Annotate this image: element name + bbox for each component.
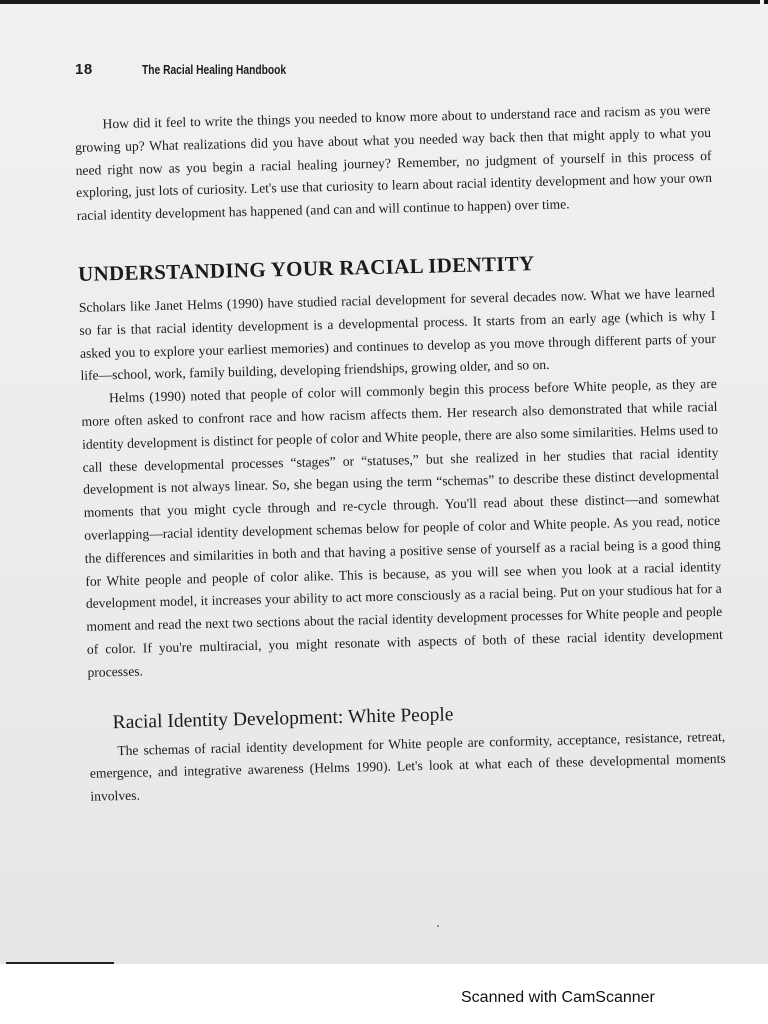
paper-speck — [437, 925, 439, 927]
scan-corner-mark — [764, 0, 768, 4]
page-header — [75, 61, 715, 83]
intro-paragraph: How did it feel to write the things you needed to know more about to understand race and racism as you were growing up? What realizations did you have about what you needed way back then that might apply to what you need right now as you begin a racial healing journey? Remember, no judgment of yourself in this process of exploring, just lots of curiosity. Let's use that curiosity to learn about racial identity development and how your own racial identity development has happened (and can and will continue to happen) over time. — [74, 102, 713, 224]
page-number: 18 — [75, 61, 93, 78]
page-body — [74, 85, 727, 809]
body-paragraph: Scholars like Janet Helms (1990) have studied racial development for several decades now. What we have learned so far is that racial identity development is a developmental process. It starts from an early age (which is why I asked you to explore your earliest memories) and continues to develop as you move through different parts of your life—school, work, family building, developing friendships, growing older, and so on. — [78, 284, 716, 384]
scan-edge-line — [0, 0, 760, 4]
subsection-heading: Racial Identity Development: White People — [112, 703, 454, 733]
running-title: The Racial Healing Handbook — [142, 63, 287, 77]
section-heading: UNDERSTANDING YOUR RACIAL IDENTITY — [77, 251, 535, 286]
subsection-paragraph: The schemas of racial identity development for White people are conformity, acceptance, resistance, retreat, emergence, and integrative awareness (Helms 1990). Let's look at what each of these developmental moments involves. — [89, 728, 726, 804]
body-paragraph: Helms (1990) noted that people of color will commonly begin this process before White people, as they are more often asked to confront race and how racism affects them. Her research also demonstrated that while racial identity development is distinct for people of color and White people, there are also some similarities. Helms used to call these developmental processes “stages” or “statuses,” but she realized in her studies that racial identity development is not always linear. So, she began using the term “schemas” to describe these distinct developmental moments that you might cycle through and re-cycle through. You'll read about these distinct—and somewhat overlapping—racial identity development schemas below for people of color and White people. As you read, notice the differences and similarities in both and that having a positive sense of yourself as a racial being is a good thing for White people and people of color alike. This is because, as you will see when you look at a racial identity development model, it increases your ability to act more consciously as a racial being. Put on your studious hat for a moment and read the next two sections about the racial identity development processes for White people and people of color. If you're multiracial, you might resonate with aspects of both of these racial identity development processes. — [81, 376, 723, 680]
scan-edge-line — [6, 962, 114, 964]
scanner-watermark: Scanned with CamScanner — [461, 989, 655, 1006]
